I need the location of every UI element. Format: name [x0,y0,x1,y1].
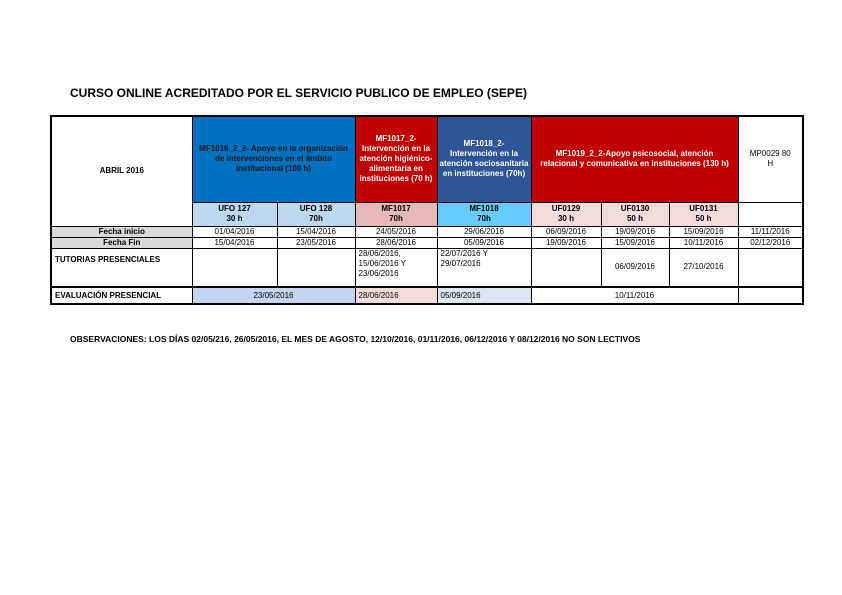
module-mf1018-header: MF1018_2- Intervención en la atención sociosanitaria en instituciones (70h) [437,116,531,202]
table-cell: 23/05/2016 [192,287,355,304]
table-cell [277,248,355,287]
table-cell: 27/10/2016 [669,248,738,287]
unit-ufo128: UFO 128 70h [277,202,355,226]
table-cell [738,248,803,287]
table-cell: 22/07/2016 Y 29/07/2016 [437,248,531,287]
table-cell: 11/11/2016 [738,226,803,237]
module-mf1017-header: MF1017_2- Intervención en la atención higiénico-alimentaria en instituciones (70 h) [355,116,437,202]
table-cell: 15/04/2016 [192,237,277,248]
observations-note: OBSERVACIONES: LOS DÍAS 02/05/216, 26/05/2016, EL MES DE AGOSTO, 12/10/2016, 01/11/2016, 06/12/2016 Y 08/12/2016 NO SON LECTIVOS [70,334,641,344]
table-cell: 06/09/2016 [531,226,601,237]
table-cell: 05/09/2016 [437,237,531,248]
table-cell: 28/06/2016, 15/06/2016 Y 23/06/2016 [355,248,437,287]
month-label: ABRIL 2016 [51,116,192,226]
table-cell: 28/06/2016 [355,287,437,304]
table-cell: 06/09/2016 [601,248,669,287]
table-cell: 23/05/2016 [277,237,355,248]
table-cell: 10/11/2016 [669,237,738,248]
schedule-table [50,115,804,305]
row-label-fecha-fin: Fecha Fin [51,237,192,248]
unit-uf0130: UF0130 50 h [601,202,669,226]
table-cell: 15/09/2016 [601,237,669,248]
table-cell: 19/09/2016 [601,226,669,237]
row-label-evaluacion: EVALUACIÓN PRESENCIAL [51,287,192,304]
table-row [51,248,803,287]
table-cell: 24/05/2016 [355,226,437,237]
table-cell: 29/06/2016 [437,226,531,237]
table-row [51,237,803,248]
module-mf1016-header: MF1016_2_2- Apoyo en la organización de intervenciones en el ámbito institucional (100 h) [192,116,355,202]
table-cell [531,248,601,287]
table-row [51,226,803,237]
table-cell [738,287,803,304]
table-cell: 15/04/2016 [277,226,355,237]
table-cell: 05/09/2016 [437,287,531,304]
table-cell: 02/12/2016 [738,237,803,248]
table-cell: 01/04/2016 [192,226,277,237]
unit-mf1018: MF1018 70h [437,202,531,226]
unit-mf1017: MF1017 70h [355,202,437,226]
table-cell: 19/09/2016 [531,237,601,248]
row-label-fecha-inicio: Fecha inicio [51,226,192,237]
module-mf1019-header: MF1019_2_2-Apoyo psicosocial, atención relacional y comunicativa en instituciones (130 h) [531,116,738,202]
table-cell: 28/06/2016 [355,237,437,248]
unit-uf0131: UF0131 50 h [669,202,738,226]
table-row [51,287,803,304]
table-cell [192,248,277,287]
unit-uf0129: UF0129 30 h [531,202,601,226]
unit-ufo127: UFO 127 30 h [192,202,277,226]
table-cell: 15/09/2016 [669,226,738,237]
page-title: CURSO ONLINE ACREDITADO POR EL SERVICIO PUBLICO DE EMPLEO (SEPE) [70,86,527,100]
table-cell: 10/11/2016 [531,287,738,304]
row-label-tutorias: TUTORIAS PRESENCIALES [51,248,192,287]
unit-mp0029-empty [738,202,803,226]
module-mp0029-header: MP0029 80 H [738,116,803,202]
